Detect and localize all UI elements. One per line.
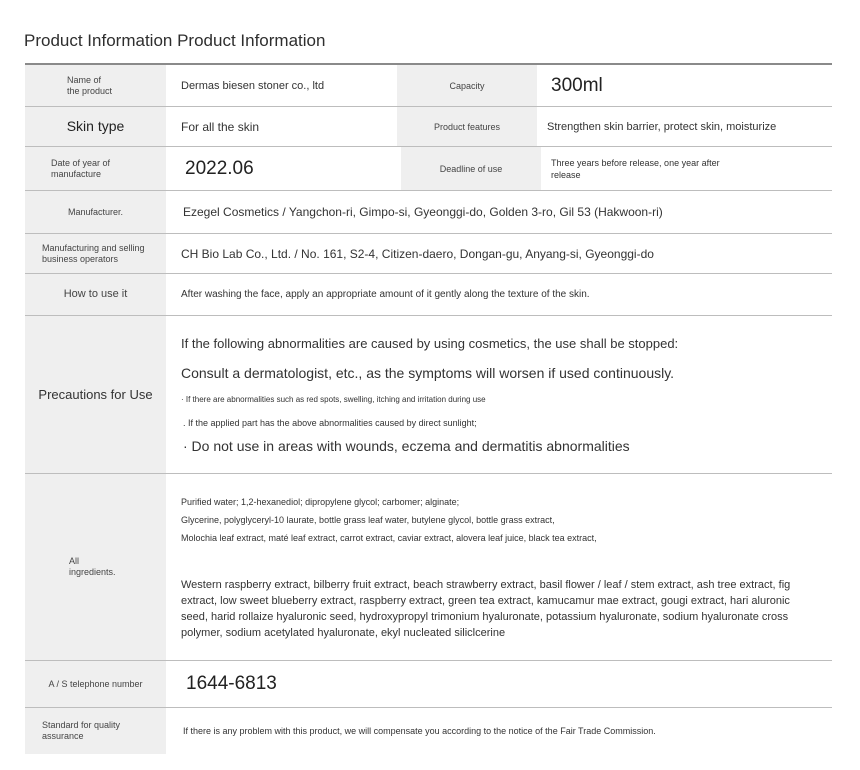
capacity-value: 300ml (551, 74, 603, 96)
row-name (25, 65, 832, 107)
name-label: Name of the product (25, 65, 166, 106)
deadline-label: Deadline of use (401, 147, 541, 190)
page-title: Product Information Product Information (24, 31, 326, 50)
features-label: Product features (397, 107, 537, 146)
ingredients-line: Purified water; 1,2-hexanediol; dipropylene glycol; carbomer; alginate; (181, 497, 460, 507)
features-value: Strengthen skin barrier, protect skin, moisturize (547, 120, 777, 133)
precautions-label: Precautions for Use (25, 316, 166, 473)
ingredients-line: Glycerine, polyglyceryl-10 laurate, bottle grass leaf water, butylene glycol, bottle grass extract, (181, 515, 555, 525)
row-skin (25, 107, 832, 147)
precaution-line: . If the applied part has the above abnormalities caused by direct sunlight; (183, 417, 477, 428)
precaution-line: · Do not use in areas with wounds, eczema and dermatitis abnormalities (183, 437, 630, 454)
date-label: Date of year of manufacture (25, 147, 166, 190)
ingredients-content (166, 474, 832, 660)
manufacturer-value: Ezegel Cosmetics / Yangchon-ri, Gimpo-si, Gyeonggi-do, Golden 3-ro, Gil 53 (Hakwoon-ri) (183, 205, 663, 219)
howto-value: After washing the face, apply an appropriate amount of it gently along the texture of the skin. (181, 289, 590, 300)
capacity-label: Capacity (397, 65, 537, 106)
date-value: 2022.06 (185, 157, 254, 179)
precaution-line: Consult a dermatologist, etc., as the symptoms will worsen if used continuously. (181, 364, 675, 381)
row-precautions (25, 316, 832, 474)
howto-label: How to use it (25, 274, 166, 315)
row-operators (25, 234, 832, 274)
phone-value: 1644-6813 (186, 673, 277, 694)
row-date (25, 147, 832, 191)
quality-label: Standard for quality assurance (25, 708, 166, 754)
row-quality (25, 708, 832, 754)
operators-value: CH Bio Lab Co., Ltd. / No. 161, S2-4, Citizen-daero, Dongan-gu, Anyang-si, Gyeonggi-do (181, 246, 654, 261)
precautions-list (166, 316, 832, 473)
ingredients-label: All ingredients. (25, 474, 166, 660)
manufacturer-label: Manufacturer. (25, 191, 166, 233)
row-phone (25, 661, 832, 708)
row-howto (25, 274, 832, 316)
ingredients-line: Molochia leaf extract, maté leaf extract, carrot extract, caviar extract, alovera leaf juice, black tea extract, (181, 533, 597, 543)
phone-label: A / S telephone number (25, 661, 166, 707)
name-value: Dermas biesen stoner co., ltd (181, 79, 325, 92)
quality-value: If there is any problem with this product, we will compensate you according to the notice of the Fair Trade Commission. (183, 726, 656, 736)
ingredients-paragraph: Western raspberry extract, bilberry fruit extract, beach strawberry extract, basil flower / leaf / stem extract, ash tree extract, fig extract, low sweet blueberry extract, raspberry extract, green tea extract, kamucamur mae extract, gougi extract, hari aluronic seed, harid rollaize hyaluronic seed, hydroxypropyl trimonium hyaluronate, potassium hyaluronate, sodium hyaluronate cross polymer, sodium acetylated hyaluronate, ekyl nucleated siliclcerine (181, 579, 791, 639)
row-ingredients (25, 474, 832, 661)
precaution-line: If the following abnormalities are caused by using cosmetics, the use shall be stopped: (181, 335, 679, 351)
precaution-line: · If there are abnormalities such as red spots, swelling, itching and irritation during use (181, 394, 486, 404)
skin-type-value: For all the skin (181, 119, 260, 134)
row-manufacturer (25, 191, 832, 234)
product-info-table (25, 63, 832, 754)
skin-type-label: Skin type (25, 107, 166, 146)
deadline-value: Three years before release, one year after release (551, 157, 720, 180)
operators-label: Manufacturing and selling business operators (25, 234, 166, 273)
